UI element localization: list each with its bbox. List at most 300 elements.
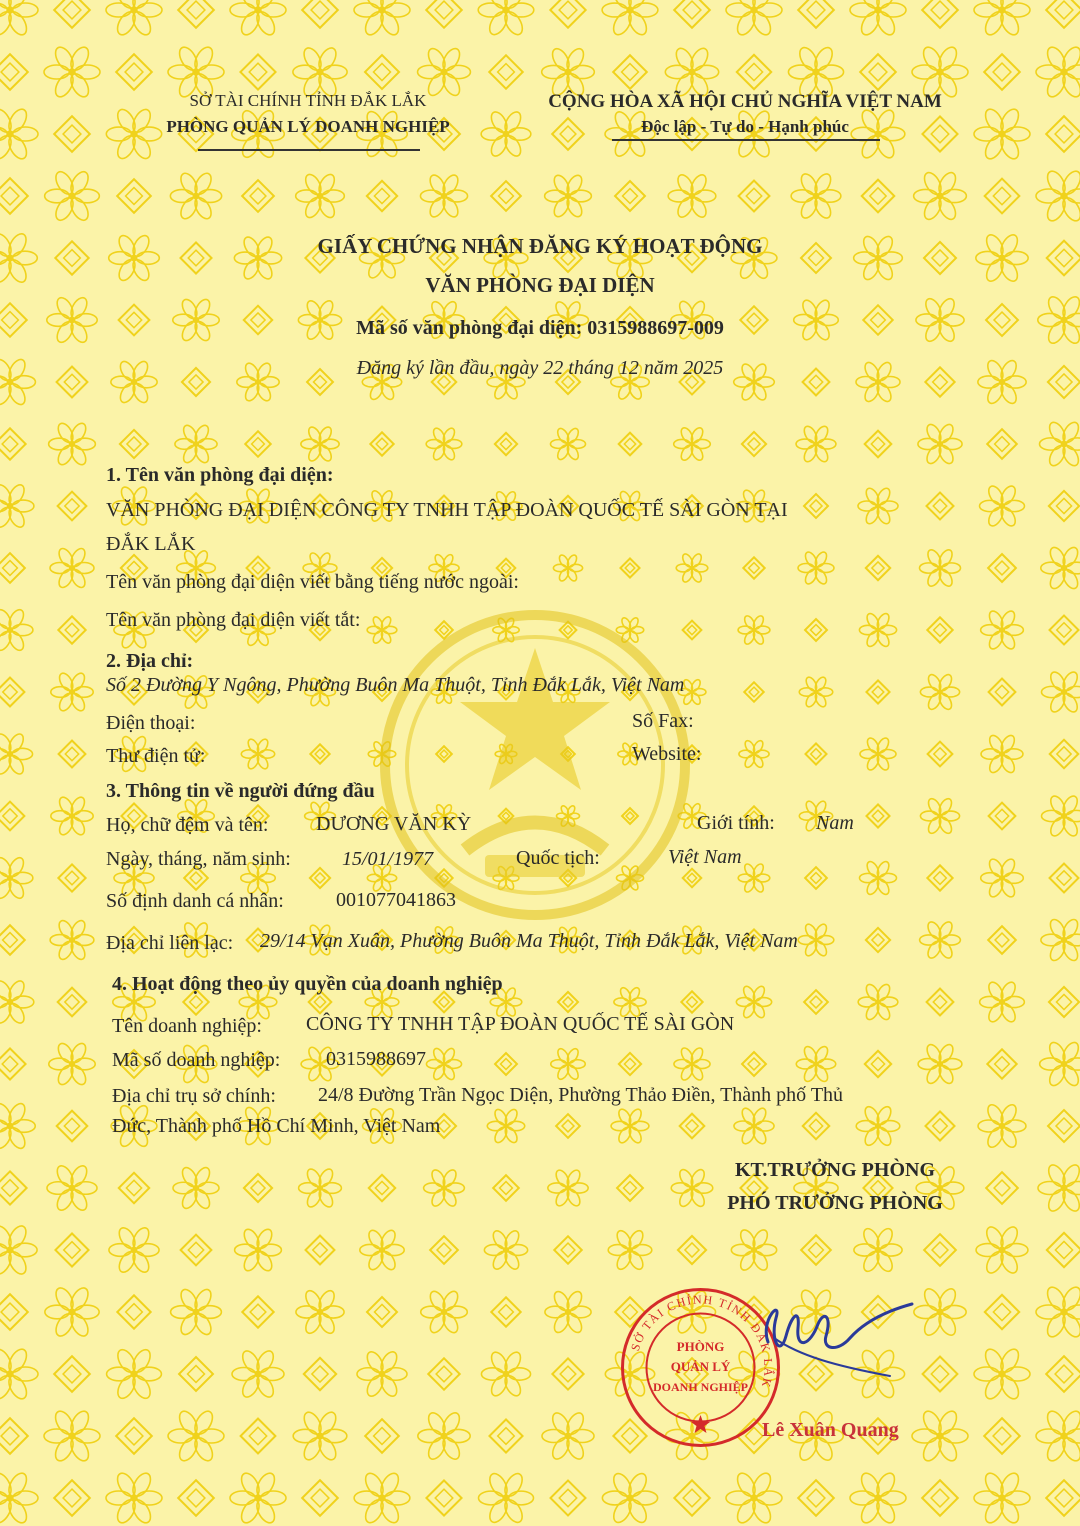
website-label: Website: xyxy=(632,743,702,765)
pattern-knot xyxy=(866,928,890,952)
pattern-flower xyxy=(299,1167,342,1209)
pattern-flower xyxy=(738,862,770,893)
pattern-knot xyxy=(491,181,521,211)
pattern-flower xyxy=(796,1044,835,1083)
pattern-flower xyxy=(481,1350,530,1399)
pattern-knot xyxy=(550,0,585,28)
pattern-knot xyxy=(995,1057,1010,1072)
pattern-flower xyxy=(0,231,37,285)
pattern-knot xyxy=(1046,0,1080,28)
gender-label: Giới tính: xyxy=(697,812,775,834)
pattern-knot xyxy=(312,1366,328,1382)
pattern-knot xyxy=(125,63,143,81)
pattern-knot xyxy=(311,1489,329,1507)
pattern-knot xyxy=(617,1175,643,1201)
pattern-knot xyxy=(872,934,884,946)
pattern-knot xyxy=(993,1303,1010,1320)
pattern-knot xyxy=(922,116,957,151)
pattern-knot xyxy=(54,0,90,28)
pattern-knot xyxy=(985,179,1020,214)
issuing-office: PHÒNG QUẢN LÝ DOANH NGHIỆP xyxy=(166,117,450,136)
pattern-knot xyxy=(64,1242,81,1259)
pattern-flower xyxy=(1041,545,1080,591)
office-code: Mã số văn phòng đại diện: 0315988697-009 xyxy=(356,317,724,339)
pattern-knot xyxy=(54,1480,90,1516)
pattern-knot xyxy=(872,810,884,822)
pattern-knot xyxy=(374,1304,389,1319)
pattern-knot xyxy=(59,741,86,768)
company-name-value: CÔNG TY TNHH TẬP ĐOÀN QUỐC TẾ SÀI GÒN xyxy=(306,1013,735,1035)
pattern-knot xyxy=(501,1059,512,1070)
pattern-knot xyxy=(924,1234,956,1266)
national-motto: Độc lập - Tự do - Hạnh phúc xyxy=(641,117,849,136)
pattern-flower xyxy=(106,1470,162,1525)
pattern-knot xyxy=(865,431,892,458)
pattern-knot xyxy=(551,1481,586,1516)
pattern-flower xyxy=(551,1047,585,1081)
pattern-knot xyxy=(811,749,822,760)
pattern-knot xyxy=(63,1365,81,1383)
pattern-knot xyxy=(805,743,826,764)
section3-heading: 3. Thông tin về người đứng đầu xyxy=(106,780,375,802)
pattern-flower xyxy=(1041,917,1080,963)
pattern-knot xyxy=(674,0,710,28)
pattern-knot xyxy=(560,1366,576,1382)
email-label: Thư điện tử: xyxy=(106,745,206,767)
pattern-flower xyxy=(50,546,94,590)
pattern-knot xyxy=(742,1052,766,1076)
head-office-value-line1: 24/8 Đường Trần Ngọc Diện, Phường Thảo Điền, Thành phố Thủ xyxy=(318,1084,844,1106)
pattern-knot xyxy=(127,437,141,451)
pattern-knot xyxy=(1047,1233,1080,1267)
pattern-knot xyxy=(1046,1356,1080,1392)
pattern-knot xyxy=(559,1489,576,1506)
pattern-flower xyxy=(602,0,658,38)
pattern-knot xyxy=(559,1,577,19)
pattern-knot xyxy=(65,871,79,885)
pattern-knot xyxy=(373,63,390,80)
pattern-knot xyxy=(745,63,762,80)
pattern-flower xyxy=(426,426,462,461)
pattern-flower xyxy=(726,0,782,38)
personal-id-label: Số định danh cá nhân: xyxy=(106,890,284,912)
pattern-flower xyxy=(674,426,711,462)
pattern-flower xyxy=(0,1470,38,1525)
pattern-knot xyxy=(869,63,887,81)
pattern-knot xyxy=(563,997,573,1007)
pattern-knot xyxy=(58,988,87,1017)
pattern-knot xyxy=(623,189,638,204)
pattern-knot xyxy=(63,1,81,19)
pattern-knot xyxy=(622,64,639,81)
pattern-knot xyxy=(1,1427,19,1445)
foreign-name-label: Tên văn phòng đại diện viết bằng tiếng nước ngoài: xyxy=(106,571,519,593)
pattern-knot xyxy=(250,1304,266,1320)
pattern-knot xyxy=(1056,1118,1072,1134)
pattern-flower xyxy=(45,169,100,223)
pattern-flower xyxy=(553,554,582,583)
head-name-value: DƯƠNG VĂN KỲ xyxy=(316,813,472,835)
pattern-flower xyxy=(736,985,771,1020)
pattern-knot xyxy=(619,433,642,456)
pattern-knot xyxy=(931,1,949,19)
pattern-flower xyxy=(241,737,274,770)
pattern-knot xyxy=(370,432,393,455)
pattern-flower xyxy=(109,1225,159,1275)
pattern-knot xyxy=(928,742,953,767)
pattern-knot xyxy=(934,872,947,885)
pattern-knot xyxy=(804,990,828,1014)
pattern-knot xyxy=(809,1119,822,1132)
pattern-knot xyxy=(683,1489,701,1507)
pattern-flower xyxy=(914,1286,966,1338)
pattern-knot xyxy=(922,1480,958,1516)
pattern-flower xyxy=(1036,44,1080,99)
pattern-flower xyxy=(674,1046,710,1082)
pattern-flower xyxy=(912,1408,968,1463)
pattern-knot xyxy=(55,241,88,274)
pattern-flower xyxy=(293,1409,347,1462)
pattern-knot xyxy=(984,1418,1020,1454)
pattern-knot xyxy=(862,180,895,213)
pattern-knot xyxy=(993,1427,1011,1445)
pattern-flower xyxy=(676,552,708,583)
pattern-knot xyxy=(0,1048,26,1079)
pattern-knot xyxy=(190,872,202,884)
pattern-knot xyxy=(984,54,1020,90)
pattern-knot xyxy=(988,554,1016,582)
pattern-knot xyxy=(489,55,522,88)
pattern-flower xyxy=(170,171,221,222)
pattern-knot xyxy=(560,126,576,142)
pattern-knot xyxy=(922,0,958,28)
pattern-knot xyxy=(178,1480,214,1516)
pattern-knot xyxy=(801,1235,831,1265)
pattern-knot xyxy=(989,679,1016,706)
certificate-title: GIẤY CHỨNG NHẬN ĐĂNG KÝ HOẠT ĐỘNG xyxy=(317,234,763,258)
pattern-flower xyxy=(171,1287,222,1337)
pattern-knot xyxy=(374,188,389,203)
pattern-flower xyxy=(301,425,339,463)
pattern-knot xyxy=(437,1243,451,1257)
pattern-knot xyxy=(872,562,884,574)
pattern-knot xyxy=(613,55,647,89)
handwritten-signature xyxy=(740,1280,920,1390)
pattern-knot xyxy=(987,429,1017,459)
pattern-knot xyxy=(1,63,19,81)
pattern-knot xyxy=(55,1233,88,1266)
pattern-knot xyxy=(749,563,760,574)
pattern-knot xyxy=(927,989,954,1016)
pattern-flower xyxy=(44,44,100,99)
pattern-knot xyxy=(931,125,949,143)
pattern-knot xyxy=(251,1181,265,1195)
pattern-flower xyxy=(602,1471,657,1526)
pattern-flower xyxy=(611,1107,649,1145)
pattern-knot xyxy=(188,1366,205,1383)
pattern-knot xyxy=(435,1,453,19)
pattern-knot xyxy=(811,873,822,884)
gender-value: Nam xyxy=(816,812,854,834)
pattern-knot xyxy=(435,1489,453,1507)
pattern-knot xyxy=(64,1118,79,1133)
pattern-flower xyxy=(418,1410,470,1462)
pattern-knot xyxy=(993,63,1011,81)
stamp-center-line2: QUẢN LÝ xyxy=(670,1359,731,1374)
pattern-knot xyxy=(187,1489,205,1507)
pattern-knot xyxy=(744,682,763,701)
pattern-knot xyxy=(866,804,889,827)
pattern-knot xyxy=(803,1113,830,1140)
pattern-knot xyxy=(1056,374,1072,390)
pattern-knot xyxy=(994,1180,1010,1196)
pattern-knot xyxy=(2,1056,18,1072)
pattern-knot xyxy=(1055,1489,1073,1507)
header-left-underline xyxy=(198,149,420,151)
pattern-flower xyxy=(0,732,33,777)
pattern-knot xyxy=(995,561,1009,575)
pattern-knot xyxy=(1057,871,1071,885)
pattern-knot xyxy=(3,933,18,948)
pattern-knot xyxy=(1056,498,1071,513)
pattern-knot xyxy=(0,553,25,583)
pattern-knot xyxy=(742,432,766,456)
pattern-knot xyxy=(64,374,79,389)
pattern-knot xyxy=(57,367,88,398)
pattern-knot xyxy=(1057,747,1071,761)
pattern-knot xyxy=(57,1111,88,1142)
pattern-knot xyxy=(65,623,79,637)
pattern-knot xyxy=(562,1120,574,1132)
pattern-flower xyxy=(354,1470,410,1525)
pattern-knot xyxy=(995,685,1008,698)
dob-value: 15/01/1977 xyxy=(342,848,434,870)
pattern-knot xyxy=(807,1,825,19)
pattern-knot xyxy=(64,250,81,267)
pattern-knot xyxy=(934,624,947,637)
pattern-knot xyxy=(811,625,822,636)
pattern-knot xyxy=(737,55,771,89)
pattern-knot xyxy=(310,868,330,888)
pattern-flower xyxy=(51,795,93,837)
pattern-flower xyxy=(978,358,1026,406)
pattern-flower xyxy=(51,671,93,713)
pattern-knot xyxy=(1055,1241,1072,1258)
pattern-knot xyxy=(499,1305,514,1320)
pattern-flower xyxy=(974,0,1030,38)
pattern-knot xyxy=(683,1,701,19)
pattern-flower xyxy=(0,1346,38,1401)
pattern-knot xyxy=(934,748,946,760)
pattern-flower xyxy=(850,0,906,38)
pattern-knot xyxy=(810,996,822,1008)
pattern-knot xyxy=(493,1175,519,1201)
pattern-knot xyxy=(498,64,515,81)
pattern-knot xyxy=(1055,1365,1073,1383)
pattern-flower xyxy=(45,1285,99,1339)
pattern-flower xyxy=(976,232,1028,284)
pattern-knot xyxy=(495,1053,517,1075)
stamp-center-line1: PHÒNG xyxy=(676,1339,725,1354)
pattern-knot xyxy=(552,118,584,150)
pattern-knot xyxy=(620,558,639,577)
nationality-label: Quốc tịch: xyxy=(516,847,600,869)
pattern-knot xyxy=(2,436,18,452)
pattern-flower xyxy=(858,982,898,1021)
pattern-knot xyxy=(367,1297,397,1327)
pattern-flower xyxy=(668,172,716,219)
pattern-flower xyxy=(981,733,1023,775)
pattern-flower xyxy=(608,1228,652,1271)
pattern-knot xyxy=(58,492,87,521)
head-office-value-line2: Đức, Thành phố Hồ Chí Minh, Việt Nam xyxy=(112,1115,441,1137)
pattern-knot xyxy=(989,803,1016,830)
pattern-flower xyxy=(798,922,834,957)
pattern-knot xyxy=(1049,615,1078,644)
pattern-flower xyxy=(981,609,1024,651)
pattern-knot xyxy=(310,744,329,763)
pattern-knot xyxy=(988,926,1016,954)
pattern-knot xyxy=(931,1489,949,1507)
pattern-flower xyxy=(0,607,33,652)
pattern-flower xyxy=(854,1226,902,1274)
pattern-knot xyxy=(65,995,79,1009)
pattern-flower xyxy=(739,739,769,769)
pattern-knot xyxy=(809,1243,824,1258)
pattern-knot xyxy=(2,312,19,329)
pattern-flower xyxy=(981,857,1024,899)
pattern-flower xyxy=(548,1168,588,1208)
pattern-knot xyxy=(674,1480,709,1515)
pattern-flower xyxy=(173,1165,219,1211)
pattern-knot xyxy=(126,1180,141,1195)
pattern-flower xyxy=(296,1288,344,1336)
pattern-flower xyxy=(920,920,961,960)
pattern-knot xyxy=(625,563,635,573)
pattern-flower xyxy=(550,427,585,462)
section4-heading: 4. Hoạt động theo ủy quyền của doanh nghiệp xyxy=(112,973,503,995)
pattern-knot xyxy=(619,1053,641,1075)
company-code-label: Mã số doanh nghiệp: xyxy=(112,1049,281,1071)
pattern-knot xyxy=(810,500,822,512)
pattern-knot xyxy=(375,1181,388,1194)
pattern-flower xyxy=(980,980,1025,1024)
pattern-flower xyxy=(791,171,841,220)
pattern-knot xyxy=(805,619,827,641)
office-address: Số 2 Đường Y Ngông, Phường Buôn Ma Thuột, Tỉnh Đắk Lắk, Việt Nam xyxy=(106,674,685,696)
pattern-knot xyxy=(995,933,1009,947)
pattern-knot xyxy=(3,561,18,576)
pattern-knot xyxy=(187,1,205,19)
pattern-flower xyxy=(487,1107,524,1144)
pattern-flower xyxy=(1041,670,1080,715)
pattern-flower xyxy=(106,0,162,38)
pattern-knot xyxy=(749,687,759,697)
issuing-department: SỞ TÀI CHÍNH TỈNH ĐẮK LẮK xyxy=(189,91,427,110)
pattern-knot xyxy=(1057,623,1072,638)
pattern-knot xyxy=(681,991,702,1012)
fax-label: Số Fax: xyxy=(632,710,694,732)
pattern-knot xyxy=(798,1480,834,1516)
pattern-flower xyxy=(858,486,898,526)
pattern-flower xyxy=(920,797,959,836)
pattern-flower xyxy=(230,1470,286,1525)
pattern-knot xyxy=(500,1182,513,1195)
pattern-knot xyxy=(0,1294,28,1330)
pattern-knot xyxy=(925,1111,954,1140)
pattern-knot xyxy=(63,125,81,143)
pattern-flower xyxy=(175,423,217,465)
pattern-flower xyxy=(420,173,467,220)
stamp-center-line3: DOANH NGHIỆP xyxy=(652,1380,749,1394)
pattern-knot xyxy=(685,1243,699,1257)
personal-id-value: 001077041863 xyxy=(336,889,456,911)
pattern-knot xyxy=(436,1366,452,1382)
pattern-flower xyxy=(734,1106,774,1146)
pattern-knot xyxy=(743,557,764,578)
pattern-flower xyxy=(978,1102,1026,1149)
pattern-knot xyxy=(54,1356,90,1392)
pattern-flower xyxy=(426,1047,461,1082)
pattern-knot xyxy=(804,494,828,518)
pattern-knot xyxy=(746,188,761,203)
pattern-flower xyxy=(976,1224,1028,1275)
pattern-knot xyxy=(0,303,27,336)
pattern-knot xyxy=(376,438,388,450)
pattern-knot xyxy=(860,54,896,90)
pattern-flower xyxy=(107,1347,162,1401)
pattern-knot xyxy=(500,438,511,449)
signatory-position: PHÓ TRƯỞNG PHÒNG xyxy=(727,1192,943,1214)
pattern-knot xyxy=(315,873,325,883)
pattern-knot xyxy=(245,431,270,456)
pattern-knot xyxy=(0,1418,28,1454)
pattern-knot xyxy=(498,1428,515,1445)
pattern-knot xyxy=(367,181,397,211)
pattern-flower xyxy=(479,1471,534,1526)
pattern-knot xyxy=(687,997,698,1008)
pattern-knot xyxy=(933,1119,948,1134)
section1-heading: 1. Tên văn phòng đại diện: xyxy=(106,464,334,486)
pattern-knot xyxy=(1,1303,19,1321)
pattern-flower xyxy=(545,1289,591,1335)
pattern-flower xyxy=(0,106,38,161)
pattern-flower xyxy=(860,860,897,897)
pattern-knot xyxy=(798,0,834,28)
registration-date: Đăng ký lần đầu, ngày 22 tháng 12 năm 2025 xyxy=(356,357,724,379)
pattern-knot xyxy=(927,865,952,890)
pattern-knot xyxy=(871,437,884,450)
pattern-knot xyxy=(933,375,948,390)
pattern-knot xyxy=(428,1358,459,1389)
pattern-knot xyxy=(926,492,953,519)
pattern-flower xyxy=(738,614,770,646)
contact-address-label: Địa chỉ liên lạc: xyxy=(106,932,234,954)
pattern-flower xyxy=(974,106,1030,161)
pattern-flower xyxy=(545,173,592,219)
pattern-flower xyxy=(424,1168,465,1208)
pattern-knot xyxy=(244,1174,272,1202)
pattern-knot xyxy=(985,1295,1019,1329)
pattern-knot xyxy=(1055,249,1072,266)
pattern-flower xyxy=(232,1348,284,1400)
pattern-knot xyxy=(807,1489,825,1507)
pattern-knot xyxy=(993,187,1010,204)
pattern-knot xyxy=(119,305,150,336)
contact-address-value: 29/14 Vạn Xuân, Phường Buôn Ma Thuột, Tỉnh Đắk Lắk, Việt Nam xyxy=(260,930,798,952)
pattern-knot xyxy=(686,1120,698,1132)
header-right-underline xyxy=(612,139,880,141)
